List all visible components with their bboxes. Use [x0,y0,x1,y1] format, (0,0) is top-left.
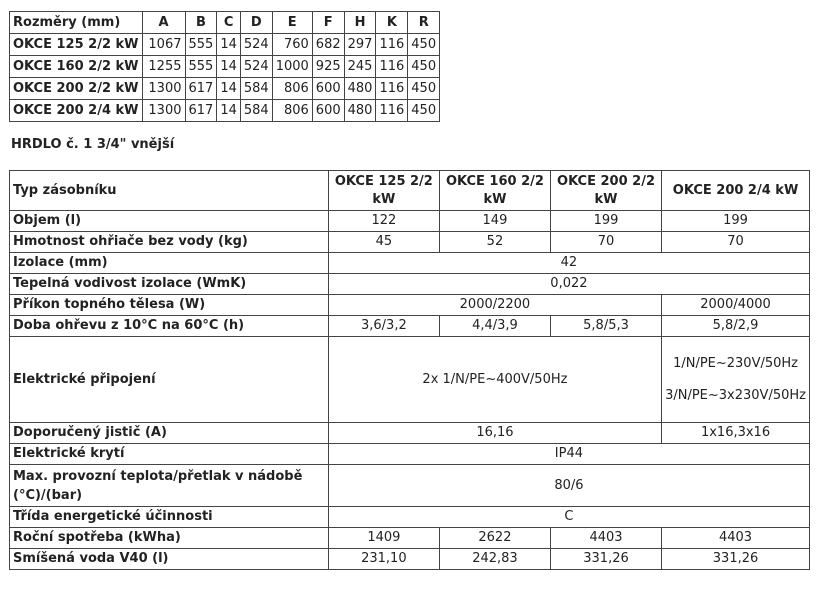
spec-value: 199 [662,211,810,232]
dimension-value: 116 [376,100,408,122]
dimensions-header-label: Rozměry (mm) [10,12,143,34]
dimension-value: 116 [376,34,408,56]
dimensions-row [10,100,440,122]
model-name: OKCE 160 2/2 kW [10,56,143,78]
spec-label: Příkon topného tělesa (W) [10,295,329,316]
dimension-value: 760 [272,34,312,56]
dimension-value: 116 [376,78,408,100]
spec-value: 3,6/3,2 [328,316,439,337]
dimension-value: 1300 [142,78,185,100]
dimension-header-c: C [217,12,241,34]
spec-label: Elektrické připojení [10,337,329,423]
model-name: OKCE 125 2/2 kW [10,34,143,56]
spec-value: IP44 [328,444,809,465]
spec-label: Doba ohřevu z 10°C na 60°C (h) [10,316,329,337]
spec-value: 331,26 [550,549,661,570]
specifications-table [9,170,810,570]
spec-value: 70 [550,232,661,253]
spec-value: 2000/4000 [662,295,810,316]
model-name: OKCE 200 2/2 kW [10,78,143,100]
dimension-value: 14 [217,100,241,122]
dimension-value: 14 [217,34,241,56]
spec-row-objem [10,211,810,232]
spec-label: Doporučený jistič (A) [10,423,329,444]
dimension-value: 1067 [142,34,185,56]
spec-label: Izolace (mm) [10,253,329,274]
spec-value: 45 [328,232,439,253]
spec-value-line: 3/N/PE~3x230V/50Hz [665,387,806,403]
dimension-value: 480 [344,78,376,100]
spec-label: Roční spotřeba (kWha) [10,528,329,549]
spec-row-smisena-voda [10,549,810,570]
dimension-value: 1255 [142,56,185,78]
dimensions-row [10,34,440,56]
dimension-value: 297 [344,34,376,56]
spec-row-kryti [10,444,810,465]
spec-value: 4403 [662,528,810,549]
dimension-value: 682 [312,34,344,56]
spec-value: 80/6 [328,465,809,507]
spec-value: 242,83 [439,549,550,570]
spec-value: 199 [550,211,661,232]
model-name: OKCE 200 2/4 kW [10,100,143,122]
dimension-value: 1300 [142,100,185,122]
spec-value: 2622 [439,528,550,549]
spec-label: Tepelná vodivost izolace (WmK) [10,274,329,295]
spec-label: Objem (l) [10,211,329,232]
dimension-value: 555 [185,34,217,56]
dimensions-row [10,56,440,78]
spec-row-trida [10,507,810,528]
spec-label: Max. provozní teplota/přetlak v nádobě (°C)/(bar) [10,465,329,507]
dimension-header-d: D [240,12,272,34]
spec-row-max-teplota-pretlak [10,465,810,507]
spec-header-label: Typ zásobníku [10,171,329,211]
connection-heading: HRDLO č. 1 3/4" vnější [11,137,175,152]
model-column-header: OKCE 160 2/2 kW [439,171,550,211]
dimension-value: 14 [217,78,241,100]
spec-row-spotreba [10,528,810,549]
dimensions-row [10,78,440,100]
spec-row-elektricke-pripojeni [10,337,810,423]
dimensions-table [9,11,440,122]
spec-value: 1409 [328,528,439,549]
spec-value: 0,022 [328,274,809,295]
dimension-value: 450 [408,78,440,100]
spec-label: Třída energetické účinnosti [10,507,329,528]
spec-row-prikon [10,295,810,316]
dimension-value: 555 [185,56,217,78]
dimension-value: 524 [240,34,272,56]
dimensions-header-row [10,12,440,34]
spec-value: 5,8/5,3 [550,316,661,337]
spec-value: 42 [328,253,809,274]
dimension-value: 806 [272,78,312,100]
spec-label: Elektrické krytí [10,444,329,465]
spec-value: C [328,507,809,528]
dimension-value: 600 [312,78,344,100]
spec-value: 4403 [550,528,661,549]
dimension-value: 450 [408,100,440,122]
spec-value-multi [662,337,810,423]
spec-row-tepelna-vodivost [10,274,810,295]
spec-value: 5,8/2,9 [662,316,810,337]
spec-row-hmotnost [10,232,810,253]
spec-value: 4,4/3,9 [439,316,550,337]
dimension-value: 116 [376,56,408,78]
dimension-value: 600 [312,100,344,122]
dimension-header-e: E [272,12,312,34]
dimension-value: 925 [312,56,344,78]
dimension-value: 617 [185,78,217,100]
dimension-value: 245 [344,56,376,78]
spec-label: Smíšená voda V40 (l) [10,549,329,570]
spec-value: 2x 1/N/PE~400V/50Hz [328,337,661,423]
dimension-value: 480 [344,100,376,122]
dimension-header-b: B [185,12,217,34]
dimension-value: 450 [408,56,440,78]
dimension-header-k: K [376,12,408,34]
spec-value-line: 1/N/PE~230V/50Hz [673,355,798,371]
dimension-value: 584 [240,78,272,100]
model-column-header: OKCE 200 2/2 kW [550,171,661,211]
spec-value: 70 [662,232,810,253]
dimension-value: 450 [408,34,440,56]
dimension-header-r: R [408,12,440,34]
spec-row-doba-ohrevu [10,316,810,337]
dimension-value: 14 [217,56,241,78]
dimension-value: 806 [272,100,312,122]
model-column-header: OKCE 125 2/2 kW [328,171,439,211]
spec-value: 231,10 [328,549,439,570]
spec-value: 2000/2200 [328,295,661,316]
spec-row-izolace [10,253,810,274]
spec-value: 1x16,3x16 [662,423,810,444]
dimension-header-f: F [312,12,344,34]
spec-value: 331,26 [662,549,810,570]
dimension-value: 584 [240,100,272,122]
spec-row-jistic [10,423,810,444]
dimension-value: 524 [240,56,272,78]
spec-label: Hmotnost ohřiače bez vody (kg) [10,232,329,253]
dimension-value: 1000 [272,56,312,78]
spec-value: 16,16 [328,423,661,444]
dimension-value: 617 [185,100,217,122]
dimension-header-a: A [142,12,185,34]
model-column-header: OKCE 200 2/4 kW [662,171,810,211]
spec-value: 149 [439,211,550,232]
spec-value: 122 [328,211,439,232]
spec-value: 52 [439,232,550,253]
dimension-header-h: H [344,12,376,34]
spec-header-row [10,171,810,211]
